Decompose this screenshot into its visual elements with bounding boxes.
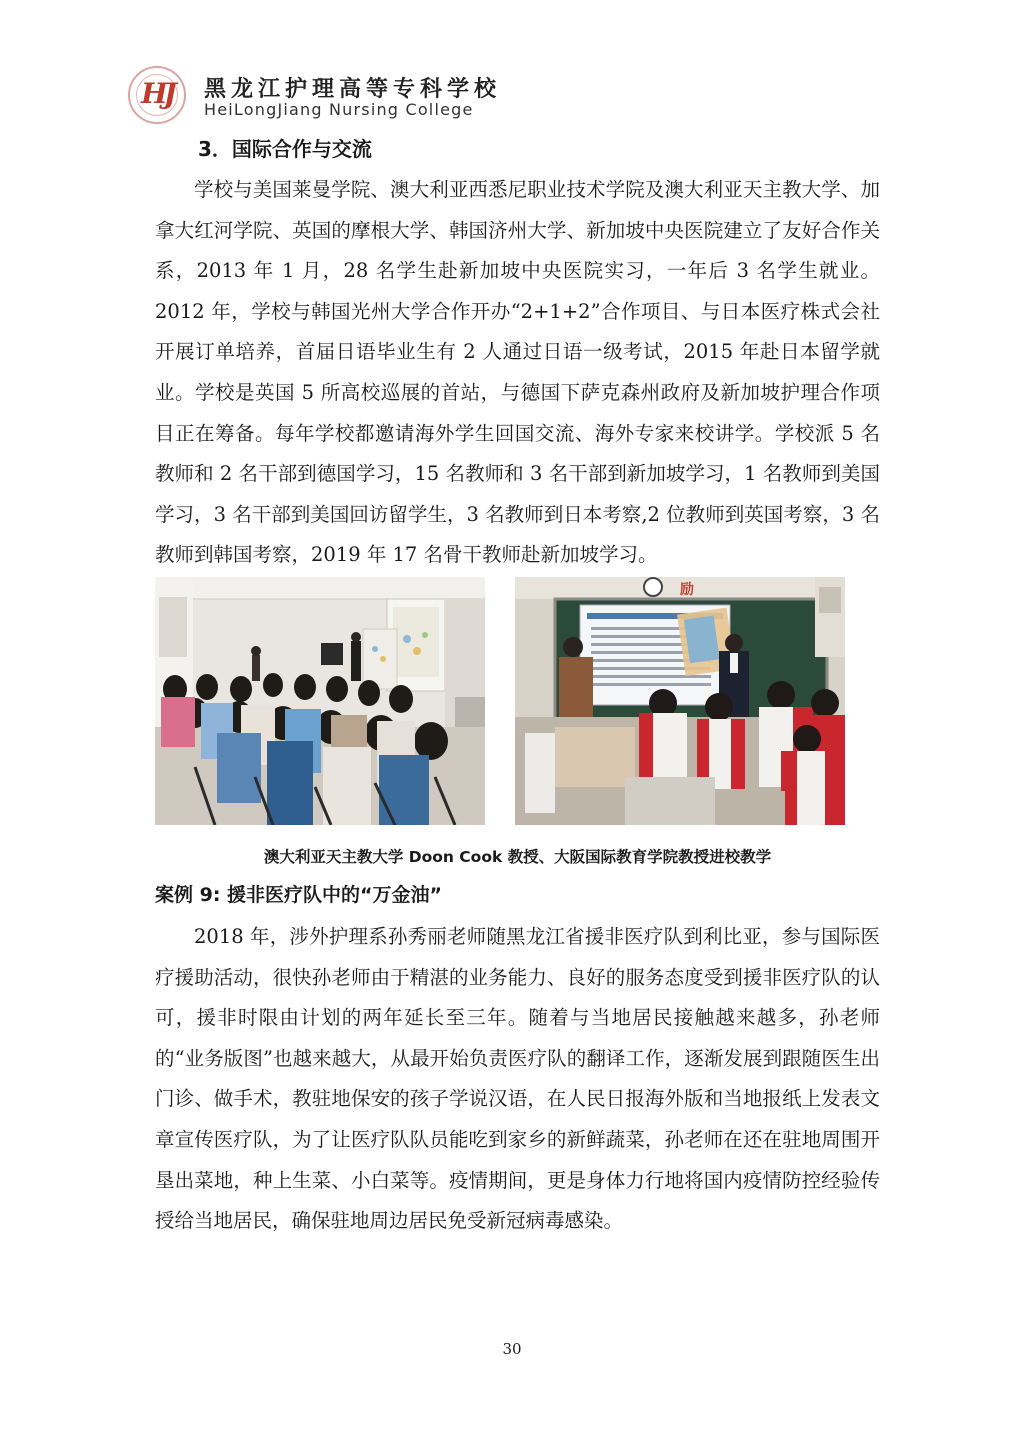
classroom-photo [515,577,845,825]
page-number: 30 [502,1340,522,1358]
school-name-chinese: 黑龙江护理高等专科学校 [204,77,502,102]
blackboard-text: 励 [680,582,694,598]
school-name-english: HeiLongJiang Nursing College [204,100,474,119]
college-seal-logo-icon: HJ [128,66,186,124]
lecture-hall-illustration [155,577,485,825]
section-heading: 3．国际合作与交流 [198,137,372,161]
case-title: 案例 9: 援非医疗队中的“万金油” [155,884,443,906]
photo-caption: 澳大利亚天主教大学 Doon Cook 教授、大阪国际教育学院教授进校教学 [263,848,772,866]
page-header [128,66,548,128]
lecture-hall-photo [155,577,485,825]
classroom-illustration [515,577,845,825]
section-paragraph: 学校与美国莱曼学院、澳大利亚西悉尼职业技术学院及澳大利亚天主教大学、加拿大红河学院、英国的摩根大学、韩国济州大学、新加坡中央医院建立了友好合作关系，2013 年 1 月，28 名学生赴新加坡中央医院实习，一年后 3 名学生就业。2012 年，学校与韩国光州大学合作开办“2+1+2”合作项目、与日本医疗株式会社开展订单培养，首届日语毕业生有 2 人通过日语一级考试，2015 年赴日本留学就业。学校是英国 5 所高校巡展的首站，与德国下萨克森州政府及新加坡护理合作项目正在筹备。每年学校都邀请海外学生回国交流、海外专家来校讲学。学校派 5 名教师和 2 名干部到德国学习，15 名教师和 3 名干部到新加坡学习，1 名教师到美国学习，3 名干部到美国回访留学生，3 名教师到日本考察,2 位教师到英国考察，3 名教师到韩国考察，2019 年 17 名骨干教师赴新加坡学习。 [155,178,880,567]
case-paragraph: 2018 年，涉外护理系孙秀丽老师随黑龙江省援非医疗队到利比亚，参与国际医疗援助活动，很快孙老师由于精湛的业务能力、良好的服务态度受到援非医疗队的认可，援非时限由计划的两年延长至三年。随着与当地居民接触越来越多，孙老师的“业务版图”也越来越大，从最开始负责医疗队的翻译工作，逐渐发展到跟随医生出门诊、做手术，教驻地保安的孩子学说汉语，在人民日报海外版和当地报纸上发表文章宣传医疗队，为了让医疗队队员能吃到家乡的新鲜蔬菜，孙老师在还在驻地周围开垦出菜地，种上生菜、小白菜等。疫情期间，更是身体力行地将国内疫情防控经验传授给当地居民，确保驻地周边居民免受新冠病毒感染。 [155,925,880,1233]
